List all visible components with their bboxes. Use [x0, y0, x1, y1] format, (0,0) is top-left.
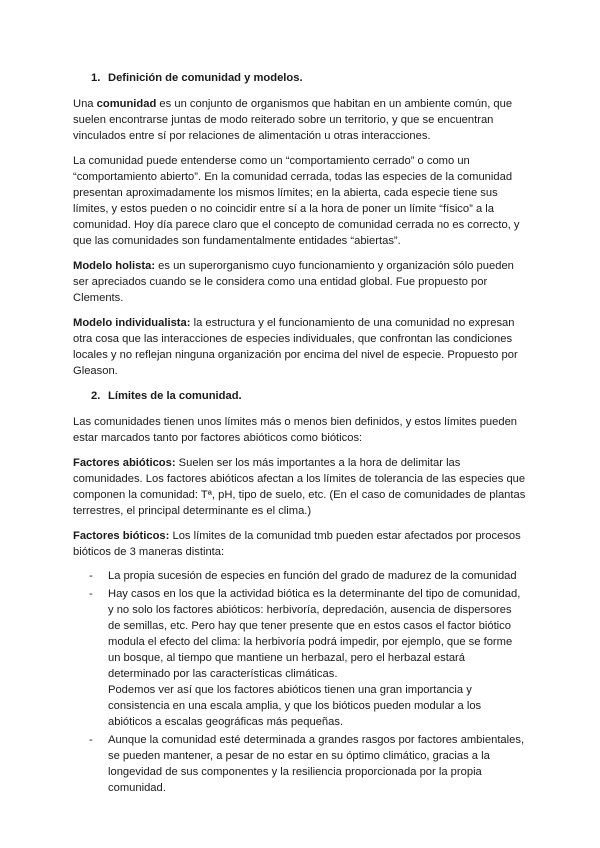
dash-bullet: -: [89, 570, 93, 582]
section-1-heading: [91, 70, 526, 86]
paragraph-comportamiento: La comunidad puede entenderse como un “comportamiento cerrado” o como un “comportamiento abierto”. En la comunidad cerrada, todas las especies de la comunidad presentan aproximadamente los mismos límites; en la abierta, cada especie tiene sus límites, y estos pueden o no coincidir entre sí a la hora de poner un límite “físico” a la comunidad. Hoy día parece claro que el concepto de comunidad cerrada no es correcto, y que las comunidades son fundamentalmente entidades “abiertas”.: [73, 155, 520, 247]
section-2-number: 2.: [91, 390, 101, 402]
paragraph-comunidad-definition: [73, 96, 526, 144]
list-item: [73, 568, 526, 584]
section-2-heading: [91, 388, 526, 404]
term-modelo-individualista: Modelo individualista:: [73, 317, 191, 329]
term-modelo-holista: Modelo holista:: [73, 260, 156, 272]
dash-bullet: -: [89, 588, 93, 600]
section-2-title: Límites de la comunidad.: [108, 390, 242, 402]
bioticos-list: [73, 568, 526, 796]
paragraph-limites-intro: Las comunidades tienen unos límites más o menos bien definidos, y estos límites pueden estar marcados tanto por factores abióticos como bióticos:: [73, 416, 518, 444]
paragraph-modelo-holista: [73, 258, 526, 306]
list-item: [73, 732, 526, 796]
list-item-text-continued: Podemos ver así que los factores abióticos tienen una gran importancia y consistencia en una escala amplia, y que los bióticos pueden modular a los abióticos a escalas geográficas más pequeñas.: [108, 684, 482, 728]
paragraph-factores-bioticos: [73, 528, 526, 560]
section-1-title: Definición de comunidad y modelos.: [108, 72, 303, 84]
text-body: la estructura y el funcionamiento de una comunidad no expresan otra cosa que las interacciones de especies individuales, que confrontan las condiciones locales y no reflejan ninguna organización por encima del nivel de especie. Propuesto por Gleason.: [73, 317, 518, 377]
text-body: Suelen ser los más importantes a la hora de delimitar las comunidades. Los factores abióticos afectan a los límites de tolerancia de las especies que componen la comunidad: Tª, pH, tipo de suelo, etc. (En el caso de comunidades de plantas terrestres, el principal determinante es el clima.): [73, 457, 526, 517]
list-item-text: Hay casos en los que la actividad biótica es la determinante del tipo de comunidad, y no solo los factores abióticos: herbivoría, depredación, ausencia de dispersores de semillas, etc. Pero hay que tener presente que en estos casos el factor biótico modula el efecto del clima: la herbivoría podrá impedir, por ejemplo, que se forme un bosque, al tiempo que mantiene un herbazal, pero el herbazal estará determinado por las características climáticas.: [108, 588, 521, 680]
term-comunidad: comunidad: [96, 98, 157, 110]
text-body: es un superorganismo cuyo funcionamiento y organización sólo pueden ser apreciados cuando se le considera como una entidad global. Fue propuesto por Clements.: [73, 260, 514, 304]
text-body: es un conjunto de organismos que habitan en un ambiente común, que suelen encontrarse juntas de modo reiterado sobre un territorio, y que se encuentran vinculados entre sí por relaciones de alimentación u otras interacciones.: [73, 98, 513, 142]
dash-bullet: -: [89, 734, 93, 746]
term-factores-bioticos: Factores bióticos:: [73, 530, 170, 542]
paragraph-factores-abioticos: [73, 455, 526, 519]
term-factores-abioticos: Factores abióticos:: [73, 457, 176, 469]
list-item-text: Aunque la comunidad esté determinada a grandes rasgos por factores ambientales, se pueden mantener, a pesar de no estar en su óptimo climático, gracias a la longevidad de sus componentes y la resiliencia proporcionada por la propia comunidad.: [108, 734, 525, 794]
list-item-text: La propia sucesión de especies en función del grado de madurez de la comunidad: [108, 570, 517, 582]
text-prefix: Una: [73, 98, 97, 110]
paragraph-modelo-individualista: [73, 315, 526, 379]
list-item: [73, 586, 526, 730]
section-1-number: 1.: [91, 72, 101, 84]
text-body: Los límites de la comunidad tmb pueden estar afectados por procesos bióticos de 3 maneras distinta:: [73, 530, 521, 558]
